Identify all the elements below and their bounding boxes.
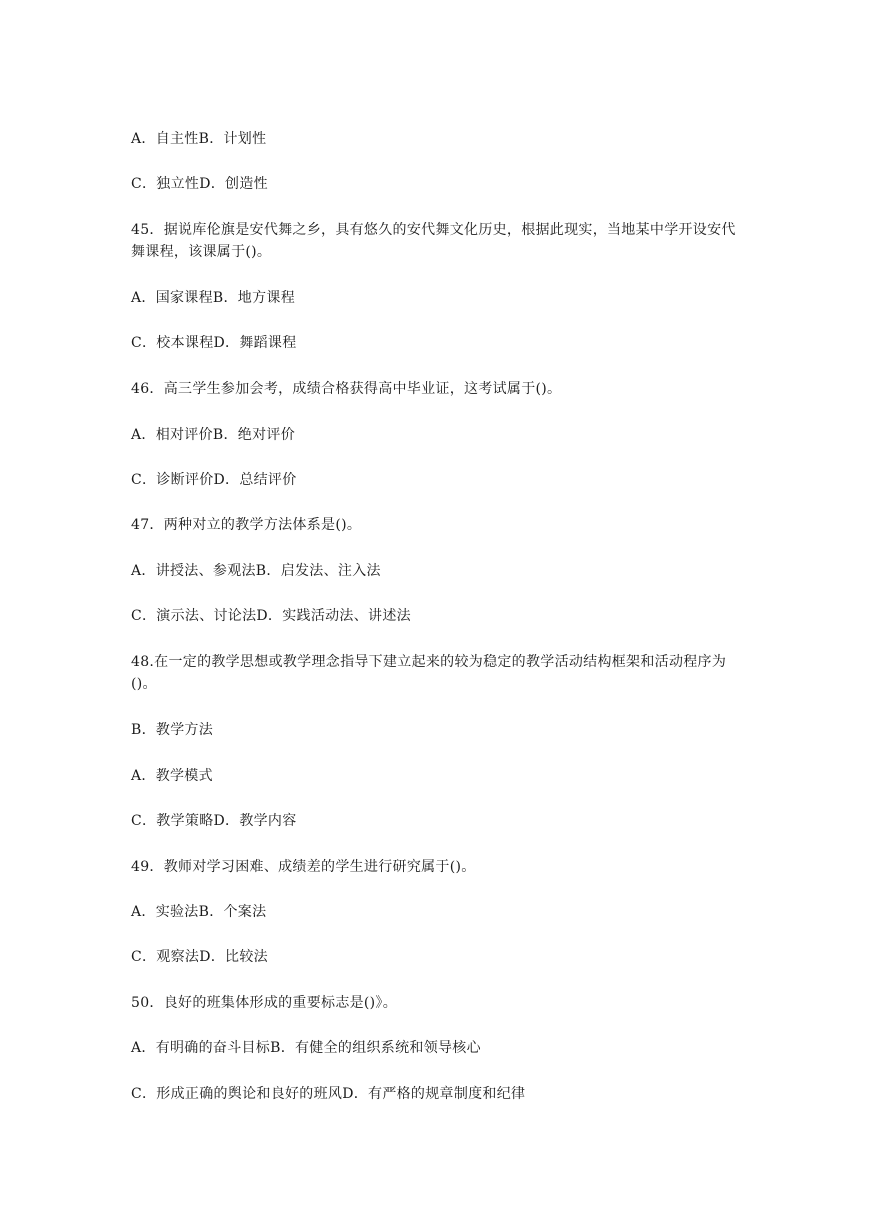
question-45: 45．据说库伦旗是安代舞之乡，具有悠久的安代舞文化历史，根据此现实，当地某中学开设安代舞课程，该课属于()。 <box>131 222 736 260</box>
option-line-50-cd: C．形成正确的舆论和良好的班风D．有严格的规章制度和纪律 <box>131 1086 526 1102</box>
option-line-44-ab: A．自主性B．计划性 <box>131 131 267 147</box>
option-line-48-a: A．教学模式 <box>131 768 213 784</box>
option-line-46-ab: A．相对评价B．绝对评价 <box>131 427 295 443</box>
question-48: 48.在一定的教学思想或教学理念指导下建立起来的较为稳定的教学活动结构框架和活动程序为()。 <box>131 654 727 692</box>
option-line-44-cd: C．独立性D．创造性 <box>131 176 268 192</box>
question-47: 47．两种对立的教学方法体系是()。 <box>131 517 362 533</box>
option-line-47-ab: A．讲授法、参观法B．启发法、注入法 <box>131 563 381 579</box>
option-line-48-cd: C．教学策略D．教学内容 <box>131 813 297 829</box>
question-50: 50．良好的班集体形成的重要标志是()》。 <box>131 995 398 1011</box>
option-line-49-ab: A．实验法B．个案法 <box>131 904 267 920</box>
question-49: 49．教师对学习困难、成绩差的学生进行研究属于()。 <box>131 859 476 875</box>
option-line-49-cd: C．观察法D．比较法 <box>131 949 268 965</box>
option-line-50-ab: A．有明确的奋斗目标B．有健全的组织系统和领导核心 <box>131 1040 481 1056</box>
question-46: 46．高三学生参加会考，成绩合格获得高中毕业证，这考试属于()。 <box>131 381 562 397</box>
option-line-46-cd: C．诊断评价D．总结评价 <box>131 472 297 488</box>
option-line-47-cd: C．演示法、讨论法D．实践活动法、讲述法 <box>131 608 411 624</box>
option-line-48-b: B．教学方法 <box>131 722 214 738</box>
option-line-45-cd: C．校本课程D．舞蹈课程 <box>131 335 297 351</box>
option-line-45-ab: A．国家课程B．地方课程 <box>131 290 295 306</box>
